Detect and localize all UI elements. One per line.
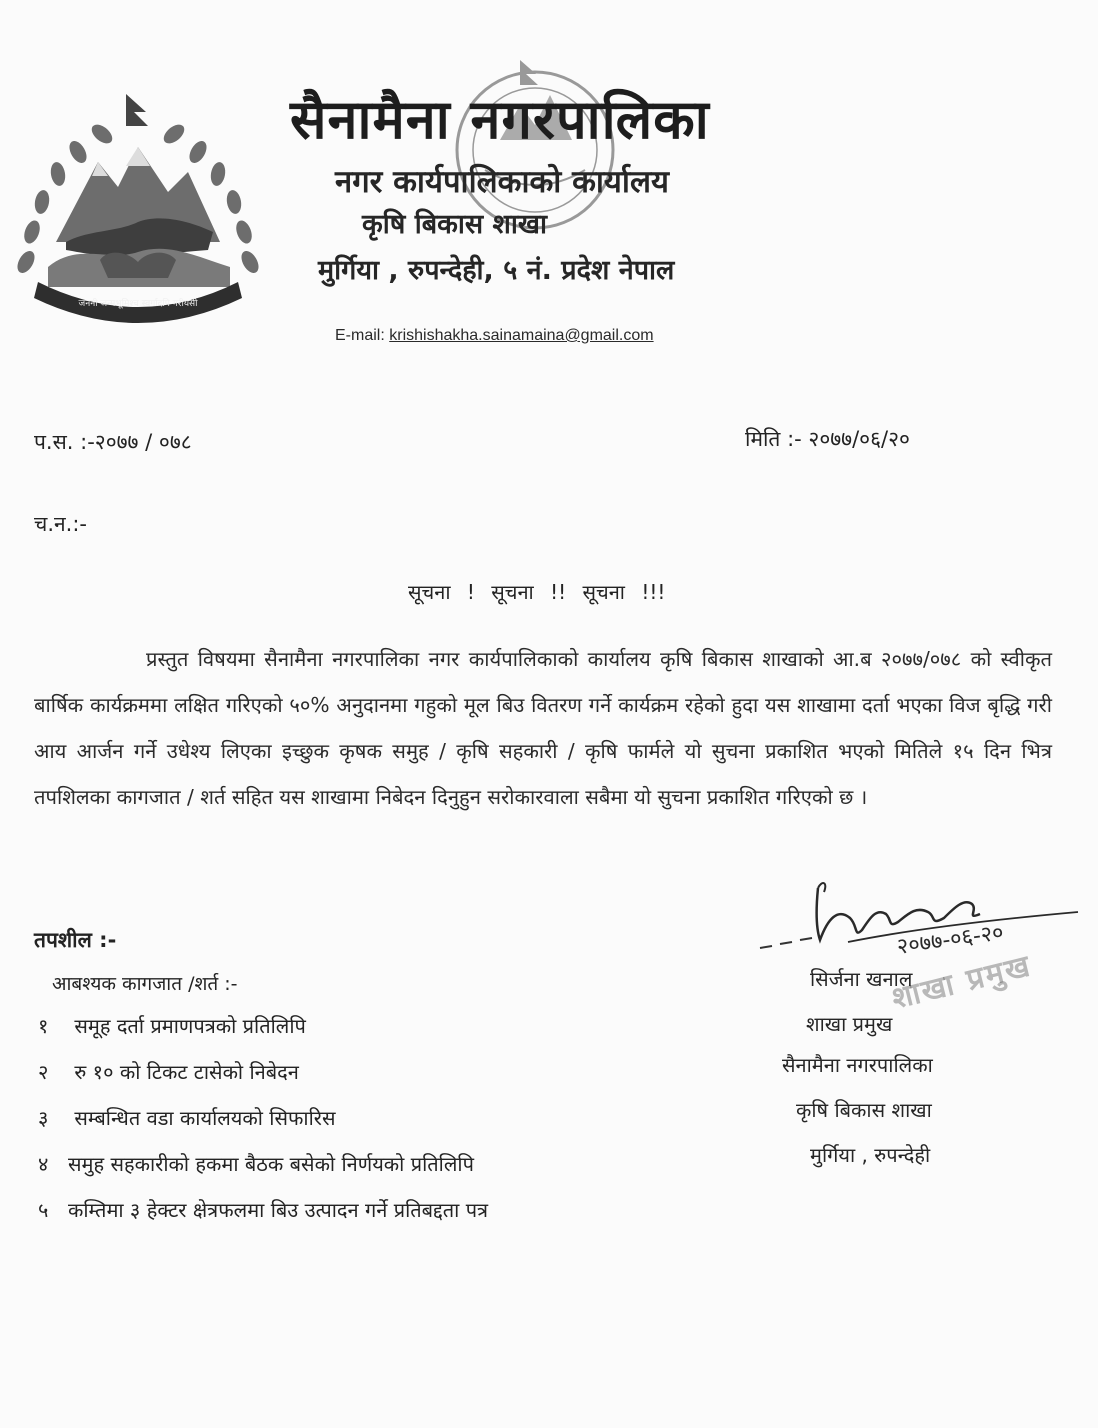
email-link[interactable]: krishishakha.sainamaina@gmail.com: [389, 327, 654, 344]
item-number: ३: [38, 1106, 49, 1130]
schedule-title: तपशील :-: [34, 928, 117, 952]
nepal-emblem-icon: [8, 92, 268, 332]
item-text: सम्बन्धित वडा कार्यालयको सिफारिस: [68, 1106, 336, 1130]
list-item: [38, 1150, 488, 1196]
item-number: ४: [38, 1152, 49, 1176]
item-text: रु १० को टिकट टासेको निबेदन: [68, 1060, 299, 1084]
signatory-organization: सैनामैना नगरपालिका: [782, 1053, 933, 1077]
required-documents-list: [38, 1012, 488, 1242]
municipality-title: सैनामैना नगरपालिका: [290, 88, 710, 151]
dispatch-number: च.न.:-: [34, 512, 87, 536]
list-item: [38, 1012, 488, 1058]
signatory-department: कृषि बिकास शाखा: [796, 1098, 932, 1122]
email-line: [335, 327, 654, 345]
item-text: कम्तिमा ३ हेक्टर क्षेत्रफलमा बिउ उत्पादन गर्ने प्रतिबद्दता पत्र: [68, 1198, 489, 1222]
signatory-name: सिर्जना खनाल: [810, 967, 913, 991]
signature-date: २०७७-०६-२०: [895, 920, 1006, 960]
signatory-designation: शाखा प्रमुख: [806, 1012, 893, 1036]
schedule-subtitle: आबश्यक कागजात /शर्त :-: [52, 973, 238, 995]
list-item: [38, 1058, 488, 1104]
letter-date: मिति :- २०७७/०६/२०: [745, 427, 910, 451]
item-number: १: [38, 1014, 49, 1038]
item-text: समुह सहकारीको हकमा बैठक बसेको निर्णयको प्रतिलिपि: [68, 1152, 474, 1176]
item-number: ५: [38, 1198, 49, 1222]
office-name: नगर कार्यपालिकाको कार्यालय: [335, 164, 669, 200]
letter-number: प.स. :-२०७७ / ०७८: [34, 430, 192, 454]
signatory-place: मुर्गिया , रुपन्देही: [810, 1143, 931, 1167]
signature-icon: [758, 868, 1088, 978]
office-address: मुर्गिया , रुपन्देही, ५ नं. प्रदेश नेपाल: [318, 255, 675, 286]
designation-stamp: शाखा प्रमुख: [888, 948, 1036, 1017]
list-item: [38, 1196, 488, 1242]
list-item: [38, 1104, 488, 1150]
notice-body: प्रस्तुत विषयमा सैनामैना नगरपालिका नगर कार्यपालिकाको कार्यालय कृषि बिकास शाखाको आ.ब २०७७/०७८ को स्वीकृत बार्षिक कार्यक्रममा लक्षित गरिएको ५०% अनुदानमा गहुको मूल बिउ वितरण गर्ने कार्यक्रम रहेको हुदा यस शाखामा दर्ता भएका विज बृद्धि गरी आय आर्जन गर्ने उधेश्य लिएका इच्छुक कृषक समुह / कृषि सहकारी / कृषि फार्मले यो सुचना प्रकाशित भएको मितिले १५ दिन भित्र तपशिलका कागजात / शर्त सहित यस शाखामा निबेदन दिनुहुन सरोकारवाला सबैमा यो सुचना प्रकाशित गरिएको छ ।: [34, 647, 1052, 809]
notice-heading: सूचना ! सूचना !! सूचना !!!: [408, 580, 666, 604]
emblem-motto: जननी जन्मभूमिश्च स्वर्गादपि गरीयसी: [78, 299, 198, 309]
email-label: E-mail:: [335, 327, 385, 344]
section-name: कृषि बिकास शाखा: [362, 209, 547, 240]
item-text: समूह दर्ता प्रमाणपत्रको प्रतिलिपि: [68, 1014, 306, 1038]
item-number: २: [38, 1060, 49, 1084]
